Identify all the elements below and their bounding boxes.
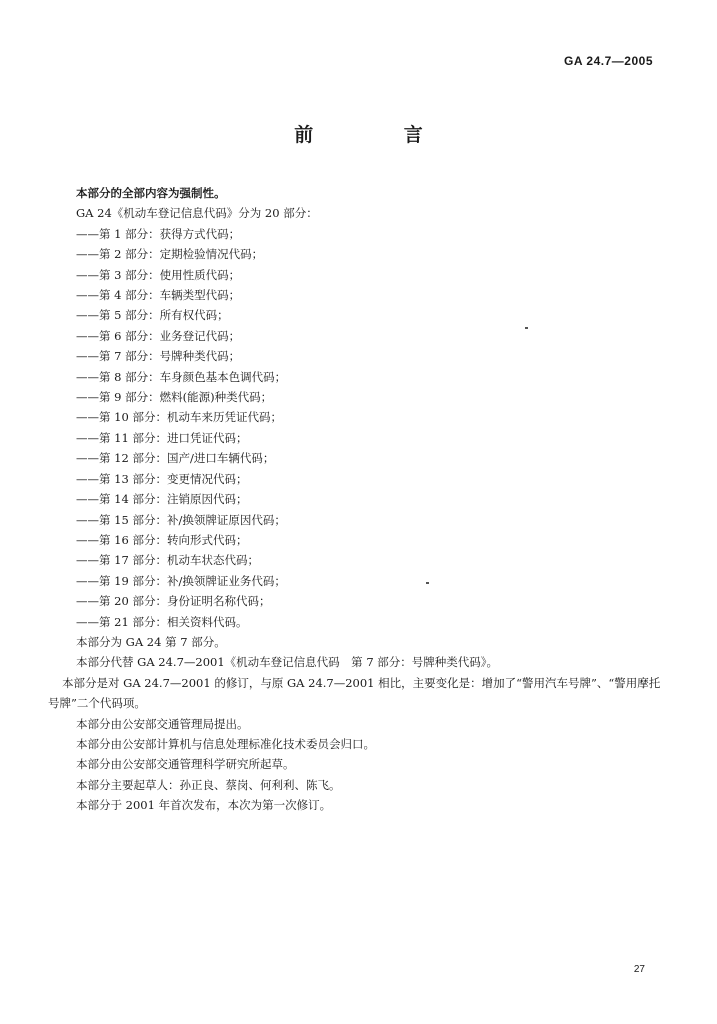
page-title: 前 言 <box>294 124 465 146</box>
page-number: 27 <box>633 964 645 975</box>
history-paragraph: 本部分于 2001 年首次发布，本次为第一次修订。 <box>76 798 332 813</box>
scan-speck <box>525 327 528 329</box>
list-item: ——第 11 部分：进口凭证代码； <box>76 430 248 445</box>
list-item: ——第 1 部分：获得方式代码； <box>76 226 241 241</box>
list-item: ——第 9 部分：燃料(能源)种类代码； <box>76 390 273 405</box>
list-item: ——第 8 部分：车身颜色基本色调代码； <box>76 369 287 384</box>
foreword-body <box>48 183 662 816</box>
intro-paragraph: GA 24《机动车登记信息代码》分为 20 部分： <box>76 206 318 221</box>
drafted-by-paragraph: 本部分由公安部交通管理科学研究所起草。 <box>76 757 295 772</box>
mandatory-statement: 本部分的全部内容为强制性。 <box>76 186 226 200</box>
scan-speck <box>426 582 429 584</box>
parts-list <box>62 224 662 632</box>
list-item: ——第 21 部分：相关资料代码。 <box>76 614 248 629</box>
list-item: ——第 20 部分：身份证明名称代码； <box>76 594 271 609</box>
document-code: GA 24.7—2005 <box>564 54 653 68</box>
proposed-by-paragraph: 本部分由公安部交通管理局提出。 <box>76 716 249 731</box>
drafters-paragraph: 本部分主要起草人：孙正良、蔡岗、何利利、陈飞。 <box>76 777 341 792</box>
list-item: ——第 7 部分：号牌种类代码； <box>76 349 241 364</box>
list-item: ——第 10 部分：机动车来历凭证代码； <box>76 410 282 425</box>
list-item: ——第 13 部分：变更情况代码； <box>76 471 248 486</box>
list-item: ——第 5 部分：所有权代码； <box>76 308 229 323</box>
list-item: ——第 15 部分：补/换领牌证原因代码； <box>76 512 286 527</box>
list-item: ——第 6 部分：业务登记代码； <box>76 328 241 343</box>
revision-paragraph: 本部分是对 GA 24.7—2001 的修订，与原 GA 24.7—2001 相比，主要变化是：增加了“警用汽车号牌”、“警用摩托号牌”二个代码项。 <box>48 675 661 711</box>
list-item: ——第 14 部分：注销原因代码； <box>76 492 248 507</box>
replaces-paragraph: 本部分代替 GA 24.7—2001《机动车登记信息代码 第 7 部分：号牌种类代码》。 <box>76 655 499 670</box>
list-item: ——第 16 部分：转向形式代码； <box>76 532 248 547</box>
centralized-by-paragraph: 本部分由公安部计算机与信息处理标准化技术委员会归口。 <box>76 736 375 751</box>
list-item: ——第 19 部分：补/换领牌证业务代码； <box>76 573 286 588</box>
list-item: ——第 2 部分：定期检验情况代码； <box>76 247 264 262</box>
list-item: ——第 17 部分：机动车状态代码； <box>76 553 259 568</box>
list-item: ——第 4 部分：车辆类型代码； <box>76 288 241 303</box>
list-item: ——第 3 部分：使用性质代码； <box>76 267 241 282</box>
list-item: ——第 12 部分：国产/进口车辆代码； <box>76 451 275 466</box>
part-of-paragraph: 本部分为 GA 24 第 7 部分。 <box>76 634 226 649</box>
